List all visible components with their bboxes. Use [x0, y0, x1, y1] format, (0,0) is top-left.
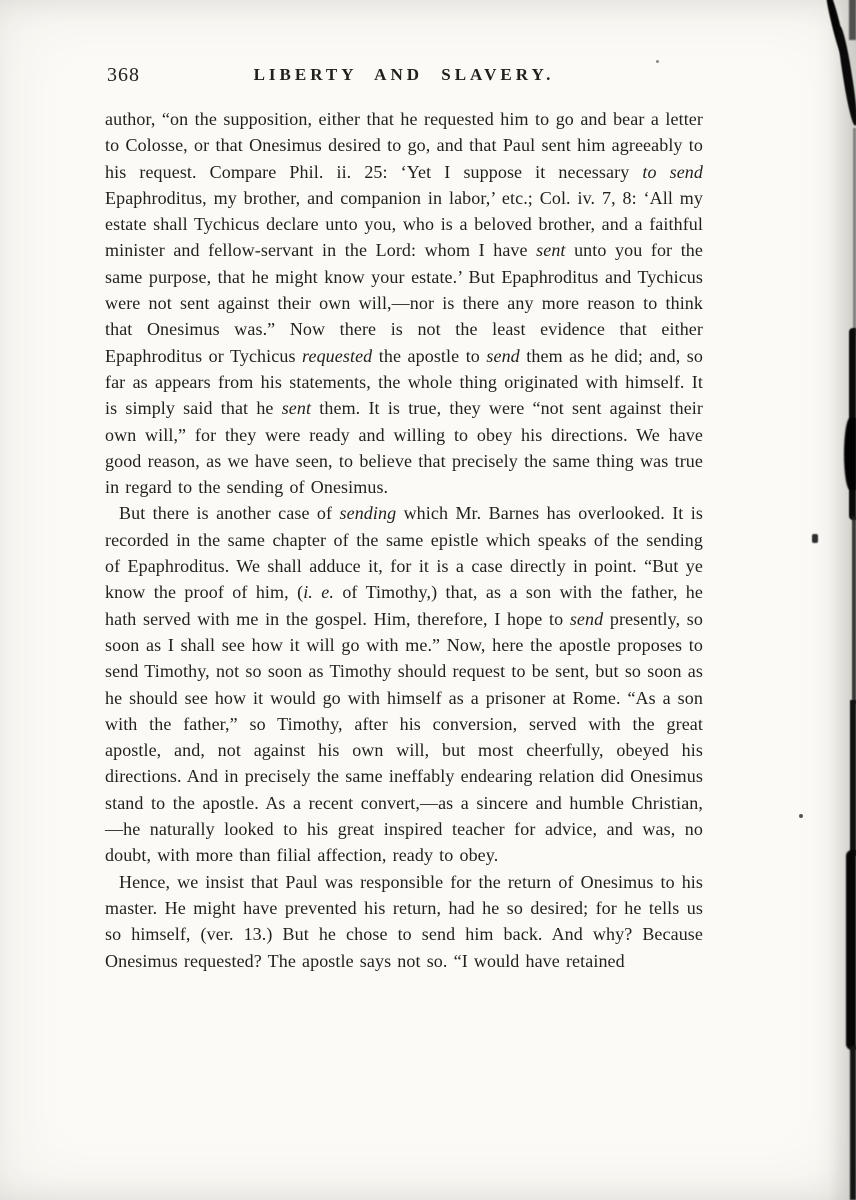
ink-speck [799, 814, 803, 818]
scan-edge-streak [852, 516, 856, 704]
text-segment: presently, so soon as I shall see how it will go with me.” Now, here the apostle proposes to send Timothy, not so soon as Timothy should request to be sent, but so soon as he should see how it would go with himself as a prisoner at Rome. “As a son with the father,” so Timothy, after his conversion, served with the great apostle, and, not against his own will, but most cheerfully, obeyed his directions. And in precisely the same ineffably endearing relation did Onesimus stand to the apostle. As a recent convert,—as a sincere and humble Christian,—he naturally looked to his great inspired teacher for advice, and was, no doubt, with more than filial affection, ready to obey. [105, 608, 704, 866]
page-text [105, 106, 703, 974]
italic-text-segment: send [569, 608, 604, 629]
text-segment: Epaphroditus, my brother, and companion in labor,’ etc.; Col. iv. 7, 8: ‘All my estate shall Tychicus declare unto you, who is a beloved brother, and a faithful minister and fellow-servant in the Lord: whom I have [105, 187, 703, 261]
scan-edge-streak [850, 700, 856, 856]
italic-text-segment: sending [339, 503, 397, 524]
text-segment: which Mr. Barnes has overlooked. It is recorded in the same chapter of the same epistle which speaks of the sending of Epaphroditus. We shall adduce it, for it is a case directly in point. “But ye know the proof of him, ( [105, 503, 703, 603]
running-title: LIBERTY AND SLAVERY. [253, 65, 555, 84]
page-number: 368 [107, 64, 140, 86]
text-segment: them. It is true, they were “not sent against their own will,” for they were ready and willing to obey his directions. We have good reason, as we have seen, to believe that precisely the same thing was true in regard to the sending of Onesimus. [105, 398, 703, 498]
paragraph [105, 106, 703, 500]
italic-text-segment: send [486, 345, 520, 366]
italic-text-segment: requested [302, 345, 373, 366]
text-segment: But there is another case of [119, 503, 340, 524]
page-header [105, 62, 703, 92]
paragraph [105, 500, 703, 868]
italic-text-segment: sent [281, 398, 312, 419]
scan-edge-streak [850, 1046, 856, 1200]
ink-smudge-top-right [823, 0, 849, 62]
scan-edge-streak [846, 850, 856, 1050]
text-segment: Hence, we insist that Paul was responsible for the return of Onesimus to his master. He might have prevented his return, had he so desired; for he tells us so himself, (ver. 13.) But he chose to send him back. And why? Because Onesimus requested? The apostle says not so. “I would have retained [105, 871, 703, 971]
scan-edge-blob [844, 418, 856, 490]
italic-text-segment: to send [642, 161, 703, 182]
scan-edge-streak [849, 328, 856, 520]
text-segment: them as he did; and, so far as appears from his statements, the whole thing originated with himself. It is simply said that he [105, 345, 703, 419]
text-segment: author, “on the supposition, either that he requested him to go and bear a letter to Colosse, or that Onesimus desired to go, and that Paul sent him agreeably to his request. Compare Phil. ii. 25: ‘Yet I suppose it necessary [105, 109, 703, 182]
ink-smudge-top-right [849, 0, 856, 40]
ink-smudge-top-right [835, 26, 856, 126]
italic-text-segment: sent [536, 240, 566, 261]
text-segment: of Timothy,) that, as a son with the father, he hath served with me in the gospel. Him, therefore, I hope to [105, 582, 703, 629]
text-segment: unto you for the same purpose, that he might know your estate.’ But Epaphroditus and Tychicus were not sent against their own will,—nor is there any more reason to think that Onesimus was.” Now there is not the least evidence that either Epaphroditus or Tychicus [105, 240, 703, 366]
italic-text-segment: i. e. [303, 582, 334, 603]
page-edge-shading [828, 0, 856, 1200]
text-segment: the apostle to [372, 345, 487, 366]
ink-speck [812, 534, 818, 543]
paragraph [105, 869, 703, 974]
